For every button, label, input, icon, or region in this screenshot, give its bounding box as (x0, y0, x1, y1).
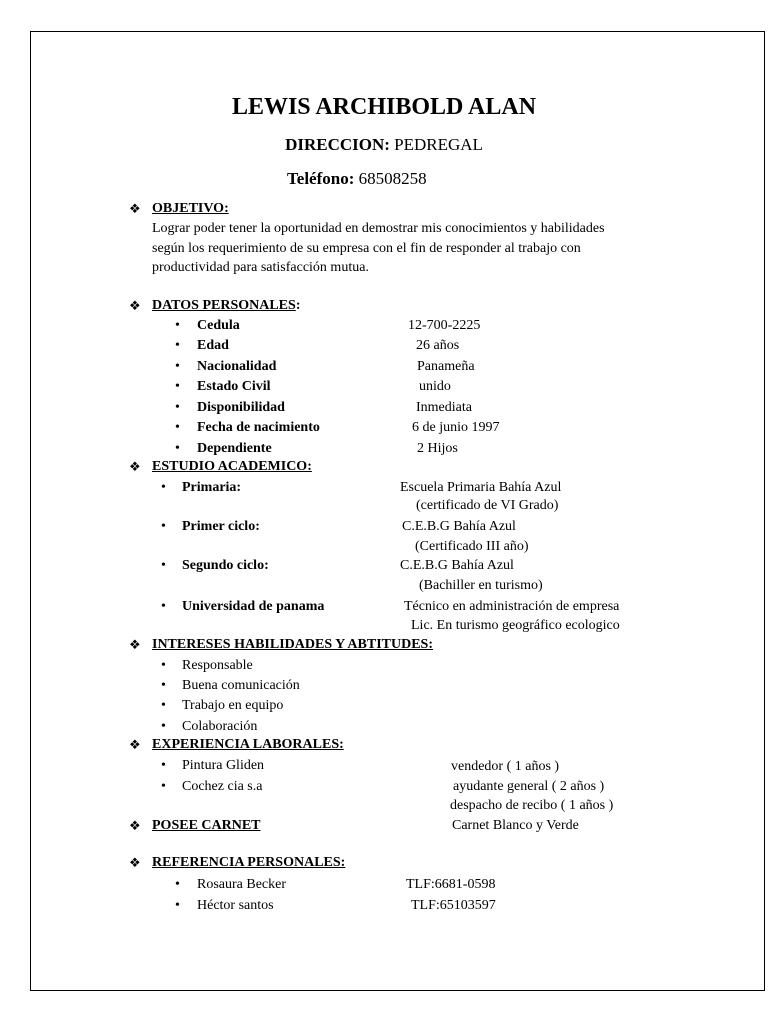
bullet-icon: • (175, 338, 180, 353)
section-title-skills: INTERESES HABILIDADES Y ABTITUDES: (152, 637, 433, 652)
bullet-icon: • (161, 678, 166, 693)
bullet-icon: • (175, 318, 180, 333)
bullet-icon: • (161, 698, 166, 713)
education-label: Universidad de panama (182, 599, 325, 614)
education-note: Lic. En turismo geográfico ecologico (411, 618, 620, 633)
education-value: C.E.B.G Bahía Azul (402, 519, 516, 534)
objective-line: Lograr poder tener la oportunidad en demostrar mis conocimientos y habilidades (152, 221, 605, 236)
license-value: Carnet Blanco y Verde (452, 818, 579, 833)
objective-line: según los requerimiento de su empresa con el fin de responder al trabajo con (152, 240, 581, 256)
education-label: Segundo ciclo: (182, 558, 269, 573)
bullet-icon: • (175, 400, 180, 415)
diamond-bullet-icon: ❖ (129, 818, 141, 833)
address-label: DIRECCION: (285, 135, 390, 154)
personal-label: Disponibilidad (197, 400, 285, 415)
address-line (0, 134, 768, 156)
bullet-icon: • (161, 599, 166, 614)
section-title-objective: OBJETIVO: (152, 201, 229, 216)
section-title-personal: DATOS PERSONALES: (152, 298, 301, 313)
bullet-icon: • (161, 558, 166, 573)
diamond-bullet-icon: ❖ (129, 637, 141, 652)
diamond-bullet-icon: ❖ (129, 459, 141, 474)
education-note: (certificado de VI Grado) (416, 498, 559, 513)
bullet-icon: • (175, 359, 180, 374)
diamond-bullet-icon: ❖ (129, 855, 141, 870)
phone-value: 68508258 (358, 169, 427, 188)
skill-item: Responsable (182, 658, 253, 673)
skill-item: Colaboración (182, 719, 258, 734)
phone-line (287, 168, 427, 190)
education-label: Primaria: (182, 480, 242, 495)
experience-company: Pintura Gliden (182, 758, 265, 773)
bullet-icon: • (161, 658, 166, 673)
education-note: (Bachiller en turismo) (419, 578, 543, 593)
section-title-references: REFERENCIA PERSONALES: (152, 855, 346, 870)
experience-role: vendedor ( 1 años ) (451, 759, 560, 774)
bullet-icon: • (161, 758, 166, 773)
bullet-icon: • (175, 379, 180, 394)
personal-value: 12-700-2225 (408, 318, 481, 333)
reference-phone: TLF:6681-0598 (406, 877, 496, 892)
skill-item: Buena comunicación (182, 678, 300, 693)
personal-value: 6 de junio 1997 (412, 420, 500, 435)
bullet-icon: • (175, 420, 180, 435)
bullet-icon: • (175, 898, 180, 913)
candidate-name: LEWIS ARCHIBOLD ALAN (231, 94, 537, 120)
experience-role: ayudante general ( 2 años ) (453, 779, 605, 794)
diamond-bullet-icon: ❖ (129, 201, 141, 216)
personal-value: 26 años (416, 338, 460, 353)
reference-name: Héctor santos (197, 898, 274, 913)
personal-label: Nacionalidad (197, 359, 277, 374)
personal-label: Estado Civil (197, 379, 271, 394)
bullet-icon: • (161, 779, 166, 794)
bullet-icon: • (175, 877, 180, 892)
personal-label: Cedula (197, 318, 240, 333)
personal-value: Inmediata (416, 400, 472, 415)
objective-text (152, 219, 652, 278)
reference-name: Rosaura Becker (197, 877, 287, 892)
personal-value: 2 Hijos (417, 441, 458, 456)
bullet-icon: • (161, 480, 166, 495)
section-title-experience: EXPERIENCIA LABORALES: (152, 737, 344, 752)
experience-company: Cochez cia s.a (182, 779, 263, 794)
education-note: (Certificado III año) (415, 539, 529, 554)
address-value: PEDREGAL (394, 135, 483, 154)
personal-label: Fecha de nacimiento (197, 420, 320, 435)
bullet-icon: • (161, 519, 166, 534)
education-label: Primer ciclo: (182, 519, 260, 534)
personal-label: Edad (197, 338, 229, 353)
objective-line: productividad para satisfacción mutua. (152, 260, 369, 275)
phone-label: Teléfono: (287, 169, 355, 188)
personal-value: unido (419, 379, 451, 394)
diamond-bullet-icon: ❖ (129, 298, 141, 313)
education-value: Escuela Primaria Bahía Azul (400, 480, 562, 495)
education-value: C.E.B.G Bahía Azul (400, 558, 514, 573)
education-value: Técnico en administración de empresa (404, 599, 620, 614)
bullet-icon: • (175, 441, 180, 456)
experience-role: despacho de recibo ( 1 años ) (450, 798, 614, 813)
section-title-education: ESTUDIO ACADEMICO: (152, 459, 312, 474)
reference-phone: TLF:65103597 (411, 898, 496, 913)
section-title-license: POSEE CARNET (152, 818, 261, 833)
diamond-bullet-icon: ❖ (129, 737, 141, 752)
personal-label: Dependiente (197, 441, 272, 456)
personal-value: Panameña (417, 359, 475, 374)
bullet-icon: • (161, 719, 166, 734)
skill-item: Trabajo en equipo (182, 698, 284, 713)
